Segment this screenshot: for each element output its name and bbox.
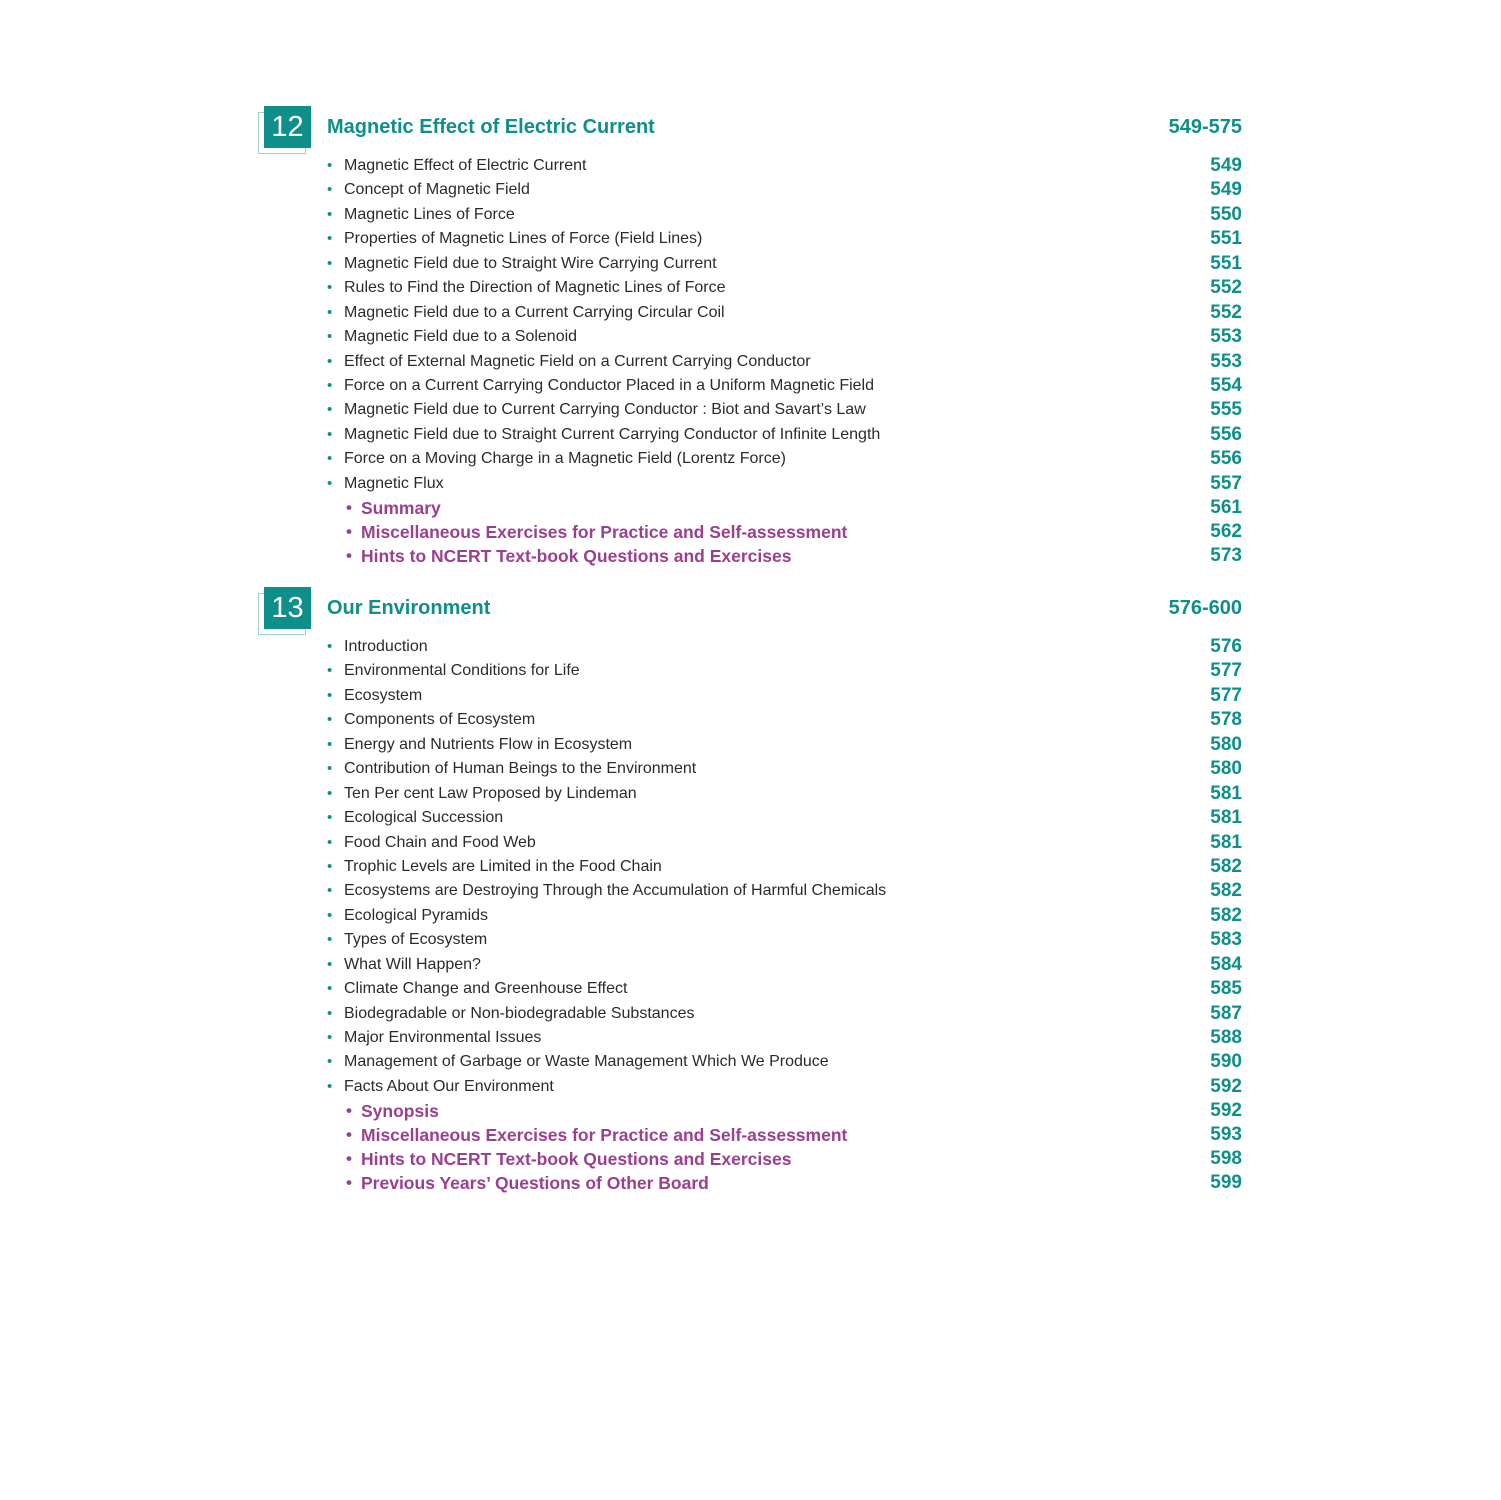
chapter-12 <box>258 106 1242 568</box>
toc-entry[interactable] <box>258 831 1242 855</box>
toc-entry-page: 556 <box>1210 423 1242 445</box>
toc-extra-page: 592 <box>1210 1100 1242 1122</box>
toc-entry-label: Management of Garbage or Waste Management Which We Produce <box>344 1053 829 1071</box>
toc-extra-page: 593 <box>1210 1124 1242 1146</box>
topic-list <box>258 635 1242 1099</box>
toc-entry-page: 553 <box>1210 350 1242 372</box>
toc-entry-label: Magnetic Lines of Force <box>344 205 515 223</box>
toc-entry-page: 587 <box>1210 1002 1242 1024</box>
toc-entry-page: 583 <box>1210 929 1242 951</box>
bullet-icon: • <box>327 1053 333 1071</box>
chapter-number: 12 <box>264 106 311 148</box>
toc-entry-label: Trophic Levels are Limited in the Food Chain <box>344 857 662 875</box>
bullet-icon: • <box>327 181 333 199</box>
toc-entry[interactable] <box>258 398 1242 422</box>
bullet-icon: • <box>327 882 333 900</box>
bullet-icon: • <box>346 1149 352 1169</box>
chapter-page-range: 576-600 <box>1168 597 1242 619</box>
toc-entry[interactable] <box>258 325 1242 349</box>
toc-entry[interactable] <box>258 904 1242 928</box>
toc-entry[interactable] <box>258 855 1242 879</box>
toc-entry-label: Ten Per cent Law Proposed by Lindeman <box>344 784 637 802</box>
toc-extra-label: Miscellaneous Exercises for Practice and Self-assessment <box>361 1125 848 1146</box>
toc-extra-entry[interactable] <box>258 544 1242 568</box>
toc-entry-page: 581 <box>1210 831 1242 853</box>
toc-entry[interactable] <box>258 154 1242 178</box>
toc-extra-entry[interactable] <box>258 1123 1242 1147</box>
bullet-icon: • <box>346 1125 352 1145</box>
bullet-icon: • <box>327 857 333 875</box>
toc-entry-label: Climate Change and Greenhouse Effect <box>344 980 628 998</box>
bullet-icon: • <box>327 638 333 655</box>
toc-entry-page: 584 <box>1210 953 1242 975</box>
toc-entry[interactable] <box>258 635 1242 659</box>
toc-entry-label: Ecosystem <box>344 686 423 704</box>
toc-entry-page: 590 <box>1210 1051 1242 1073</box>
chapter-13 <box>258 587 1242 1195</box>
toc-entry[interactable] <box>258 953 1242 977</box>
toc-entry-page: 577 <box>1210 660 1242 682</box>
toc-entry-page: 581 <box>1210 807 1242 829</box>
chapter-title[interactable]: Our Environment <box>327 597 491 619</box>
toc-entry-page: 585 <box>1210 978 1242 1000</box>
toc-entry-label: Introduction <box>344 638 428 655</box>
toc-entry[interactable] <box>258 1002 1242 1026</box>
chapter-header <box>258 587 1242 635</box>
toc-entry-page: 588 <box>1210 1027 1242 1048</box>
bullet-icon: • <box>327 833 333 851</box>
bullet-icon: • <box>327 157 333 174</box>
bullet-icon: • <box>327 906 333 924</box>
toc-extra-page: 573 <box>1210 545 1242 567</box>
toc-entry-label: Food Chain and Food Web <box>344 833 536 851</box>
bullet-icon: • <box>327 254 333 272</box>
toc-entry-label: Types of Ecosystem <box>344 931 488 949</box>
toc-entry-page: 557 <box>1210 472 1242 494</box>
bullet-icon: • <box>327 230 333 248</box>
toc-entry-label: Effect of External Magnetic Field on a Current Carrying Conductor <box>344 352 811 370</box>
toc-entry-label: Magnetic Flux <box>344 474 444 492</box>
toc-entry[interactable] <box>258 659 1242 683</box>
toc-entry-label: Biodegradable or Non-biodegradable Substances <box>344 1004 695 1022</box>
toc-entry-label: What Will Happen? <box>344 955 481 973</box>
bullet-icon: • <box>346 498 352 518</box>
toc-entry-label: Force on a Moving Charge in a Magnetic Field (Lorentz Force) <box>344 450 786 468</box>
toc-entry[interactable] <box>258 472 1242 496</box>
toc-entry[interactable] <box>258 423 1242 447</box>
bullet-icon: • <box>327 1077 333 1095</box>
toc-entry-page: 582 <box>1210 855 1242 877</box>
toc-entry-page: 549 <box>1210 179 1242 201</box>
toc-entry-page: 577 <box>1210 684 1242 706</box>
toc-entry[interactable] <box>258 757 1242 781</box>
bullet-icon: • <box>327 784 333 802</box>
toc-entry[interactable] <box>258 276 1242 300</box>
toc-entry-label: Ecological Pyramids <box>344 906 489 924</box>
toc-entry[interactable] <box>258 733 1242 757</box>
bullet-icon: • <box>327 1029 333 1046</box>
toc-entry-page: 551 <box>1210 252 1242 274</box>
bullet-icon: • <box>327 955 333 973</box>
bullet-icon: • <box>327 735 333 753</box>
toc-entry-label: Ecosystems are Destroying Through the Accumulation of Harmful Chemicals <box>344 882 887 900</box>
toc-entry-page: 556 <box>1210 448 1242 470</box>
toc-entry[interactable] <box>258 1075 1242 1099</box>
toc-entry-label: Force on a Current Carrying Conductor Placed in a Uniform Magnetic Field <box>344 376 875 394</box>
bullet-icon: • <box>327 711 333 729</box>
chapter-title[interactable]: Magnetic Effect of Electric Current <box>327 116 655 138</box>
toc-entry-label: Magnetic Effect of Electric Current <box>344 157 587 174</box>
toc-extra-label: Previous Years’ Questions of Other Board <box>361 1173 709 1194</box>
bullet-icon: • <box>327 328 333 346</box>
toc-entry[interactable] <box>258 1026 1242 1050</box>
toc-entry-label: Properties of Magnetic Lines of Force (Field Lines) <box>344 230 703 248</box>
toc-entry-label: Environmental Conditions for Life <box>344 662 580 680</box>
bullet-icon: • <box>327 760 333 778</box>
bullet-icon: • <box>327 425 333 443</box>
toc-extra-label: Synopsis <box>361 1101 439 1122</box>
chapter-number-badge <box>258 587 312 633</box>
bullet-icon: • <box>346 522 352 542</box>
bullet-icon: • <box>327 1004 333 1022</box>
bullet-icon: • <box>327 450 333 468</box>
bullet-icon: • <box>327 686 333 704</box>
toc-entry-label: Contribution of Human Beings to the Environment <box>344 760 697 778</box>
bullet-icon: • <box>327 303 333 321</box>
toc-entry-label: Magnetic Field due to Straight Wire Carrying Current <box>344 254 717 272</box>
toc-extra-label: Miscellaneous Exercises for Practice and Self-assessment <box>361 522 848 543</box>
bullet-icon: • <box>327 401 333 419</box>
toc-entry-label: Energy and Nutrients Flow in Ecosystem <box>344 735 633 753</box>
toc-entry-page: 552 <box>1210 277 1242 299</box>
toc-entry-page: 554 <box>1210 374 1242 396</box>
bullet-icon: • <box>327 980 333 998</box>
toc-entry[interactable] <box>258 447 1242 471</box>
toc-extra-label: Hints to NCERT Text-book Questions and Exercises <box>361 1149 792 1170</box>
bullet-icon: • <box>346 1173 352 1193</box>
toc-extra-page: 561 <box>1210 497 1242 519</box>
toc-entry-page: 580 <box>1210 758 1242 780</box>
toc-entry[interactable] <box>258 252 1242 276</box>
bullet-icon: • <box>346 546 352 566</box>
toc-entry[interactable] <box>258 879 1242 903</box>
toc-entry-label: Components of Ecosystem <box>344 711 536 729</box>
toc-entry[interactable] <box>258 178 1242 202</box>
toc-entry-label: Facts About Our Environment <box>344 1077 554 1095</box>
toc-extra-label: Summary <box>361 498 441 519</box>
bullet-icon: • <box>327 474 333 492</box>
bullet-icon: • <box>327 931 333 949</box>
toc-entry-label: Ecological Succession <box>344 809 504 827</box>
bullet-icon: • <box>327 279 333 297</box>
toc-entry-label: Major Environmental Issues <box>344 1029 542 1046</box>
toc-entry[interactable] <box>258 301 1242 325</box>
toc-entry-page: 550 <box>1210 203 1242 225</box>
bullet-icon: • <box>327 809 333 827</box>
bullet-icon: • <box>327 376 333 394</box>
toc-entry[interactable] <box>258 806 1242 830</box>
toc-entry-page: 580 <box>1210 733 1242 755</box>
bullet-icon: • <box>346 1101 352 1121</box>
toc-entry[interactable] <box>258 977 1242 1001</box>
toc-entry-label: Rules to Find the Direction of Magnetic Lines of Force <box>344 279 726 297</box>
extras-list <box>258 1099 1242 1195</box>
toc-entry-label: Magnetic Field due to Current Carrying Conductor : Biot and Savart’s Law <box>344 401 866 419</box>
topic-list <box>258 154 1242 496</box>
toc-extra-page: 598 <box>1210 1148 1242 1170</box>
toc-entry-label: Magnetic Field due to a Current Carrying Circular Coil <box>344 303 725 321</box>
toc-entry[interactable] <box>258 928 1242 952</box>
toc-entry[interactable] <box>258 227 1242 251</box>
toc-entry-page: 551 <box>1210 228 1242 250</box>
toc-entry-page: 592 <box>1210 1075 1242 1097</box>
toc-entry[interactable] <box>258 350 1242 374</box>
toc-entry[interactable] <box>258 684 1242 708</box>
toc-entry[interactable] <box>258 708 1242 732</box>
toc-entry-label: Magnetic Field due to a Solenoid <box>344 328 578 346</box>
toc-entry-page: 549 <box>1210 155 1242 176</box>
toc-extra-entry[interactable] <box>258 496 1242 520</box>
toc-entry-page: 555 <box>1210 399 1242 421</box>
bullet-icon: • <box>327 352 333 370</box>
toc-extra-page: 562 <box>1210 521 1242 543</box>
toc-extra-label: Hints to NCERT Text-book Questions and Exercises <box>361 546 792 567</box>
toc-entry-label: Concept of Magnetic Field <box>344 181 530 199</box>
toc-entry-page: 582 <box>1210 904 1242 926</box>
toc-entry-label: Magnetic Field due to Straight Current Carrying Conductor of Infinite Length <box>344 425 881 443</box>
bullet-icon: • <box>327 205 333 223</box>
toc-entry[interactable] <box>258 203 1242 227</box>
chapter-number: 13 <box>264 587 311 629</box>
toc-entry[interactable] <box>258 374 1242 398</box>
toc-entry-page: 578 <box>1210 709 1242 731</box>
toc-extra-entry[interactable] <box>258 1099 1242 1123</box>
chapter-number-badge <box>258 106 312 152</box>
toc-entry-page: 582 <box>1210 880 1242 902</box>
toc-entry-page: 581 <box>1210 782 1242 804</box>
toc-extra-entry[interactable] <box>258 520 1242 544</box>
toc-entry[interactable] <box>258 782 1242 806</box>
toc-extra-entry[interactable] <box>258 1171 1242 1195</box>
toc-entry[interactable] <box>258 1050 1242 1074</box>
extras-list <box>258 496 1242 568</box>
chapter-page-range: 549-575 <box>1168 116 1242 138</box>
bullet-icon: • <box>327 662 333 680</box>
toc-extra-entry[interactable] <box>258 1147 1242 1171</box>
toc-entry-page: 553 <box>1210 326 1242 348</box>
toc-entry-page: 576 <box>1210 636 1242 657</box>
chapter-header <box>258 106 1242 154</box>
toc-extra-page: 599 <box>1210 1172 1242 1194</box>
toc-entry-page: 552 <box>1210 301 1242 323</box>
